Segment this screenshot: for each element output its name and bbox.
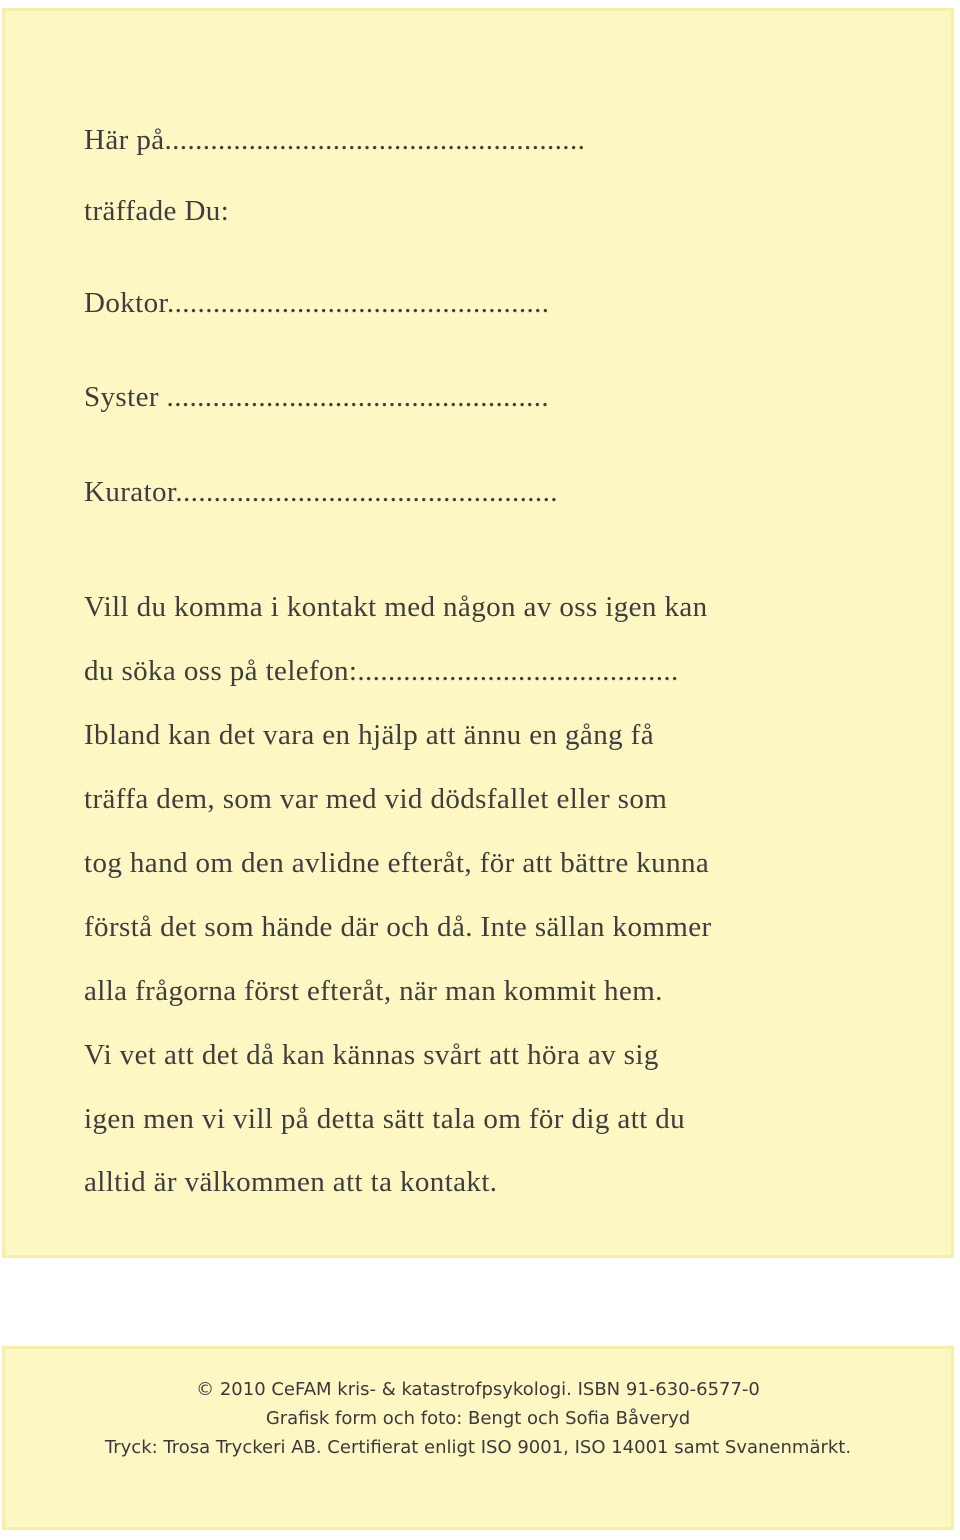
body-line: Ibland kan det vara en hjälp att ännu en gång få xyxy=(84,719,654,751)
body-line: alltid är välkommen att ta kontakt. xyxy=(84,1166,498,1198)
body-line: Vi vet att det då kan kännas svårt att höra av sig xyxy=(84,1039,659,1071)
body-line: förstå det som hände där och då. Inte sällan kommer xyxy=(84,911,712,943)
body-line: du söka oss på telefon:.......................................... xyxy=(84,655,679,687)
place-line: Här på....................................................... xyxy=(84,124,586,156)
doctor-line: Doktor.................................................. xyxy=(84,287,550,319)
counselor-line: Kurator.................................................. xyxy=(84,476,558,508)
credits-line: Grafisk form och foto: Bengt och Sofia Båveryd xyxy=(265,1408,691,1429)
nurse-line: Syster .................................................. xyxy=(84,381,550,413)
body-line: Vill du komma i kontakt med någon av oss igen kan xyxy=(84,591,708,623)
footer-panel xyxy=(2,1346,954,1530)
met-label: träffade Du: xyxy=(84,195,230,227)
body-line: träffa dem, som var med vid dödsfallet eller som xyxy=(84,783,668,815)
body-line: tog hand om den avlidne efteråt, för att bättre kunna xyxy=(84,847,710,879)
body-line: igen men vi vill på detta sätt tala om för dig att du xyxy=(84,1103,686,1135)
body-line: alla frågorna först efteråt, när man kommit hem. xyxy=(84,975,663,1007)
print-line: Tryck: Trosa Tryckeri AB. Certifierat enligt ISO 9001, ISO 14001 samt Svanenmärkt. xyxy=(104,1437,852,1458)
copyright-line: © 2010 CeFAM kris- & katastrofpsykologi. ISBN 91-630-6577-0 xyxy=(196,1379,760,1400)
